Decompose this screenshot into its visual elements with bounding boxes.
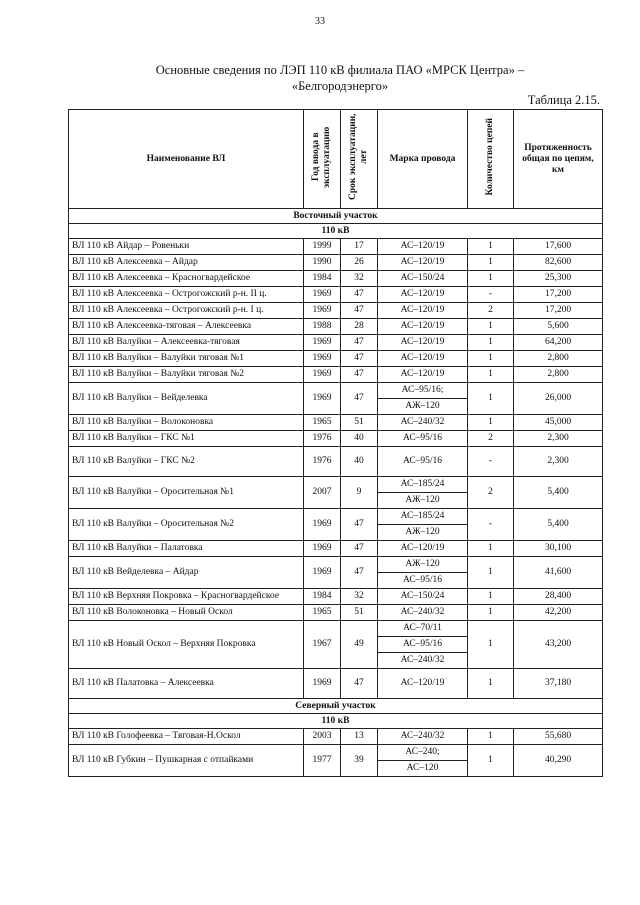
circuits-cell: - (468, 287, 514, 303)
table-row (69, 415, 603, 431)
length-cell: 41,600 (514, 557, 603, 589)
section-voltage-row (69, 224, 603, 239)
circuits-cell: 1 (468, 415, 514, 431)
header-name: Наименование ВЛ (69, 110, 304, 209)
title-line-1: Основные сведения по ЛЭП 110 кВ филиала ПАО «МРСК Центра» – (155, 63, 525, 77)
wire-cell: АС–120/19 (378, 303, 468, 319)
year-cell: 1967 (304, 621, 341, 669)
term-cell: 47 (341, 557, 378, 589)
length-cell: 2,300 (514, 447, 603, 477)
page-number: 33 (315, 16, 325, 27)
table-row (69, 335, 603, 351)
term-cell: 28 (341, 319, 378, 335)
line-name: ВЛ 110 кВ Палатовка – Алексеевка (69, 669, 304, 699)
length-cell: 82,600 (514, 255, 603, 271)
term-cell: 40 (341, 431, 378, 447)
term-cell: 47 (341, 287, 378, 303)
year-cell: 2007 (304, 477, 341, 509)
year-cell: 1990 (304, 255, 341, 271)
table-row (69, 431, 603, 447)
term-cell: 17 (341, 239, 378, 255)
term-cell: 13 (341, 729, 378, 745)
table-row (69, 557, 603, 573)
table-row (69, 509, 603, 525)
wire-cell: АС–240/32 (378, 729, 468, 745)
year-cell: 1969 (304, 669, 341, 699)
term-cell: 47 (341, 541, 378, 557)
line-name: ВЛ 110 кВ Валуйки – Валуйки тяговая №1 (69, 351, 304, 367)
table-row (69, 589, 603, 605)
table-row (69, 745, 603, 761)
circuits-cell: 1 (468, 239, 514, 255)
wire-cell: АС–120/19 (378, 335, 468, 351)
term-cell: 40 (341, 447, 378, 477)
term-cell: 47 (341, 335, 378, 351)
line-name: ВЛ 110 кВ Айдар – Ровеньки (69, 239, 304, 255)
table-row (69, 287, 603, 303)
wire-cell: АС–95/16 (378, 573, 468, 589)
header-circuits: Количество цепей (468, 110, 514, 209)
year-cell: 1969 (304, 367, 341, 383)
term-cell: 47 (341, 303, 378, 319)
circuits-cell: 1 (468, 255, 514, 271)
length-cell: 64,200 (514, 335, 603, 351)
wire-cell: АС–95/16 (378, 447, 468, 477)
circuits-cell: 1 (468, 367, 514, 383)
header-year: Год ввода в эксплуатацию (304, 110, 341, 209)
table-row (69, 319, 603, 335)
section-voltage: 110 кВ (69, 714, 603, 729)
section-region-row (69, 209, 603, 224)
wire-cell: АЖ–120 (378, 493, 468, 509)
length-cell: 25,300 (514, 271, 603, 287)
circuits-cell: 2 (468, 303, 514, 319)
wire-cell: АС–120/19 (378, 319, 468, 335)
term-cell: 47 (341, 367, 378, 383)
header-wire: Марка провода (378, 110, 468, 209)
wire-cell: АЖ–120 (378, 525, 468, 541)
header-term: Срок эксплуатации, лет (341, 110, 378, 209)
year-cell: 1976 (304, 447, 341, 477)
table-row (69, 351, 603, 367)
line-name: ВЛ 110 кВ Алексеевка-тяговая – Алексеевка (69, 319, 304, 335)
circuits-cell: 1 (468, 271, 514, 287)
wire-cell: АС–150/24 (378, 271, 468, 287)
wire-cell: АС–185/24 (378, 477, 468, 493)
table-row (69, 605, 603, 621)
table-row (69, 367, 603, 383)
header-length: Протяженность общая по цепям, км (514, 110, 603, 209)
circuits-cell: 1 (468, 605, 514, 621)
line-name: ВЛ 110 кВ Алексеевка – Острогожский р-н. I ц. (69, 303, 304, 319)
circuits-cell: 1 (468, 383, 514, 415)
wire-cell: АС–95/16 (378, 637, 468, 653)
power-lines-table (68, 109, 603, 777)
length-cell: 5,400 (514, 509, 603, 541)
document-title (60, 62, 620, 94)
term-cell: 51 (341, 605, 378, 621)
term-cell: 47 (341, 509, 378, 541)
length-cell: 40,290 (514, 745, 603, 777)
term-cell: 47 (341, 351, 378, 367)
table-body (69, 209, 603, 777)
table-caption: Таблица 2.15. (527, 93, 600, 107)
length-cell: 26,000 (514, 383, 603, 415)
line-name: ВЛ 110 кВ Алексеевка – Красногвардейское (69, 271, 304, 287)
table-row (69, 271, 603, 287)
table-row (69, 669, 603, 699)
section-region: Восточный участок (69, 209, 603, 224)
wire-cell: АС–240; (378, 745, 468, 761)
length-cell: 45,000 (514, 415, 603, 431)
circuits-cell: 1 (468, 319, 514, 335)
circuits-cell: 1 (468, 335, 514, 351)
length-cell: 37,180 (514, 669, 603, 699)
wire-cell: АС–120/19 (378, 239, 468, 255)
wire-cell: АС–120/19 (378, 669, 468, 699)
section-region: Северный участок (69, 699, 603, 714)
length-cell: 30,100 (514, 541, 603, 557)
term-cell: 51 (341, 415, 378, 431)
term-cell: 32 (341, 589, 378, 605)
line-name: ВЛ 110 кВ Верхняя Покровка – Красногвардейское (69, 589, 304, 605)
wire-cell: АС–95/16 (378, 431, 468, 447)
length-cell: 55,680 (514, 729, 603, 745)
term-cell: 26 (341, 255, 378, 271)
length-cell: 2,300 (514, 431, 603, 447)
wire-cell: АС–240/32 (378, 605, 468, 621)
year-cell: 1969 (304, 351, 341, 367)
term-cell: 9 (341, 477, 378, 509)
line-name: ВЛ 110 кВ Губкин – Пушкарная с отпайками (69, 745, 304, 777)
year-cell: 1969 (304, 557, 341, 589)
line-name: ВЛ 110 кВ Валуйки – Палатовка (69, 541, 304, 557)
length-cell: 17,200 (514, 303, 603, 319)
year-cell: 1984 (304, 271, 341, 287)
circuits-cell: 1 (468, 351, 514, 367)
line-name: ВЛ 110 кВ Валуйки – Алексеевка-тяговая (69, 335, 304, 351)
table-row (69, 447, 603, 477)
table-row (69, 239, 603, 255)
term-cell: 39 (341, 745, 378, 777)
length-cell: 17,600 (514, 239, 603, 255)
table-row (69, 255, 603, 271)
line-name: ВЛ 110 кВ Алексеевка – Острогожский р-н. II ц. (69, 287, 304, 303)
line-name: ВЛ 110 кВ Валуйки – Волоконовка (69, 415, 304, 431)
circuits-cell: 1 (468, 589, 514, 605)
wire-cell: АС–120/19 (378, 367, 468, 383)
circuits-cell: - (468, 447, 514, 477)
length-cell: 28,400 (514, 589, 603, 605)
circuits-cell: 1 (468, 745, 514, 777)
year-cell: 1969 (304, 303, 341, 319)
term-cell: 49 (341, 621, 378, 669)
wire-cell: АС–185/24 (378, 509, 468, 525)
year-cell: 1999 (304, 239, 341, 255)
year-cell: 1984 (304, 589, 341, 605)
table-row (69, 303, 603, 319)
year-cell: 1977 (304, 745, 341, 777)
wire-cell: АЖ–120 (378, 399, 468, 415)
year-cell: 1969 (304, 509, 341, 541)
circuits-cell: 1 (468, 541, 514, 557)
circuits-cell: 2 (468, 477, 514, 509)
wire-cell: АС–120 (378, 761, 468, 777)
year-cell: 1965 (304, 415, 341, 431)
wire-cell: АС–120/19 (378, 287, 468, 303)
year-cell: 1969 (304, 541, 341, 557)
wire-cell: АС–95/16; (378, 383, 468, 399)
term-cell: 47 (341, 383, 378, 415)
term-cell: 32 (341, 271, 378, 287)
line-name: ВЛ 110 кВ Валуйки – Оросительная №2 (69, 509, 304, 541)
length-cell: 42,200 (514, 605, 603, 621)
line-name: ВЛ 110 кВ Валуйки – ГКС №1 (69, 431, 304, 447)
section-region-row (69, 699, 603, 714)
circuits-cell: - (468, 509, 514, 541)
wire-cell: АС–120/19 (378, 351, 468, 367)
line-name: ВЛ 110 кВ Вейделевка – Айдар (69, 557, 304, 589)
table-row (69, 621, 603, 637)
line-name: ВЛ 110 кВ Валуйки – Вейделевка (69, 383, 304, 415)
line-name: ВЛ 110 кВ Валуйки – Оросительная №1 (69, 477, 304, 509)
table-row (69, 477, 603, 493)
title-line-2: «Белгородэнерго» (291, 79, 389, 93)
year-cell: 2003 (304, 729, 341, 745)
year-cell: 1969 (304, 335, 341, 351)
circuits-cell: 1 (468, 621, 514, 669)
year-cell: 1969 (304, 383, 341, 415)
wire-cell: АС–120/19 (378, 541, 468, 557)
line-name: ВЛ 110 кВ Алексеевка – Айдар (69, 255, 304, 271)
year-cell: 1976 (304, 431, 341, 447)
wire-cell: АЖ–120 (378, 557, 468, 573)
wire-cell: АС–240/32 (378, 653, 468, 669)
length-cell: 5,400 (514, 477, 603, 509)
line-name: ВЛ 110 кВ Волоконовка – Новый Оскол (69, 605, 304, 621)
table-row (69, 383, 603, 399)
circuits-cell: 1 (468, 557, 514, 589)
table-row (69, 541, 603, 557)
line-name: ВЛ 110 кВ Голофеевка – Тяговая-Н.Оскол (69, 729, 304, 745)
length-cell: 2,800 (514, 367, 603, 383)
year-cell: 1965 (304, 605, 341, 621)
circuits-cell: 1 (468, 669, 514, 699)
wire-cell: АС–150/24 (378, 589, 468, 605)
year-cell: 1969 (304, 287, 341, 303)
line-name: ВЛ 110 кВ Валуйки – Валуйки тяговая №2 (69, 367, 304, 383)
length-cell: 43,200 (514, 621, 603, 669)
length-cell: 2,800 (514, 351, 603, 367)
wire-cell: АС–120/19 (378, 255, 468, 271)
circuits-cell: 2 (468, 431, 514, 447)
length-cell: 17,200 (514, 287, 603, 303)
line-name: ВЛ 110 кВ Валуйки – ГКС №2 (69, 447, 304, 477)
wire-cell: АС–70/11 (378, 621, 468, 637)
line-name: ВЛ 110 кВ Новый Оскол – Верхняя Покровка (69, 621, 304, 669)
wire-cell: АС–240/32 (378, 415, 468, 431)
year-cell: 1988 (304, 319, 341, 335)
table-header-row (69, 110, 603, 209)
section-voltage-row (69, 714, 603, 729)
term-cell: 47 (341, 669, 378, 699)
section-voltage: 110 кВ (69, 224, 603, 239)
table-row (69, 729, 603, 745)
circuits-cell: 1 (468, 729, 514, 745)
length-cell: 5,600 (514, 319, 603, 335)
